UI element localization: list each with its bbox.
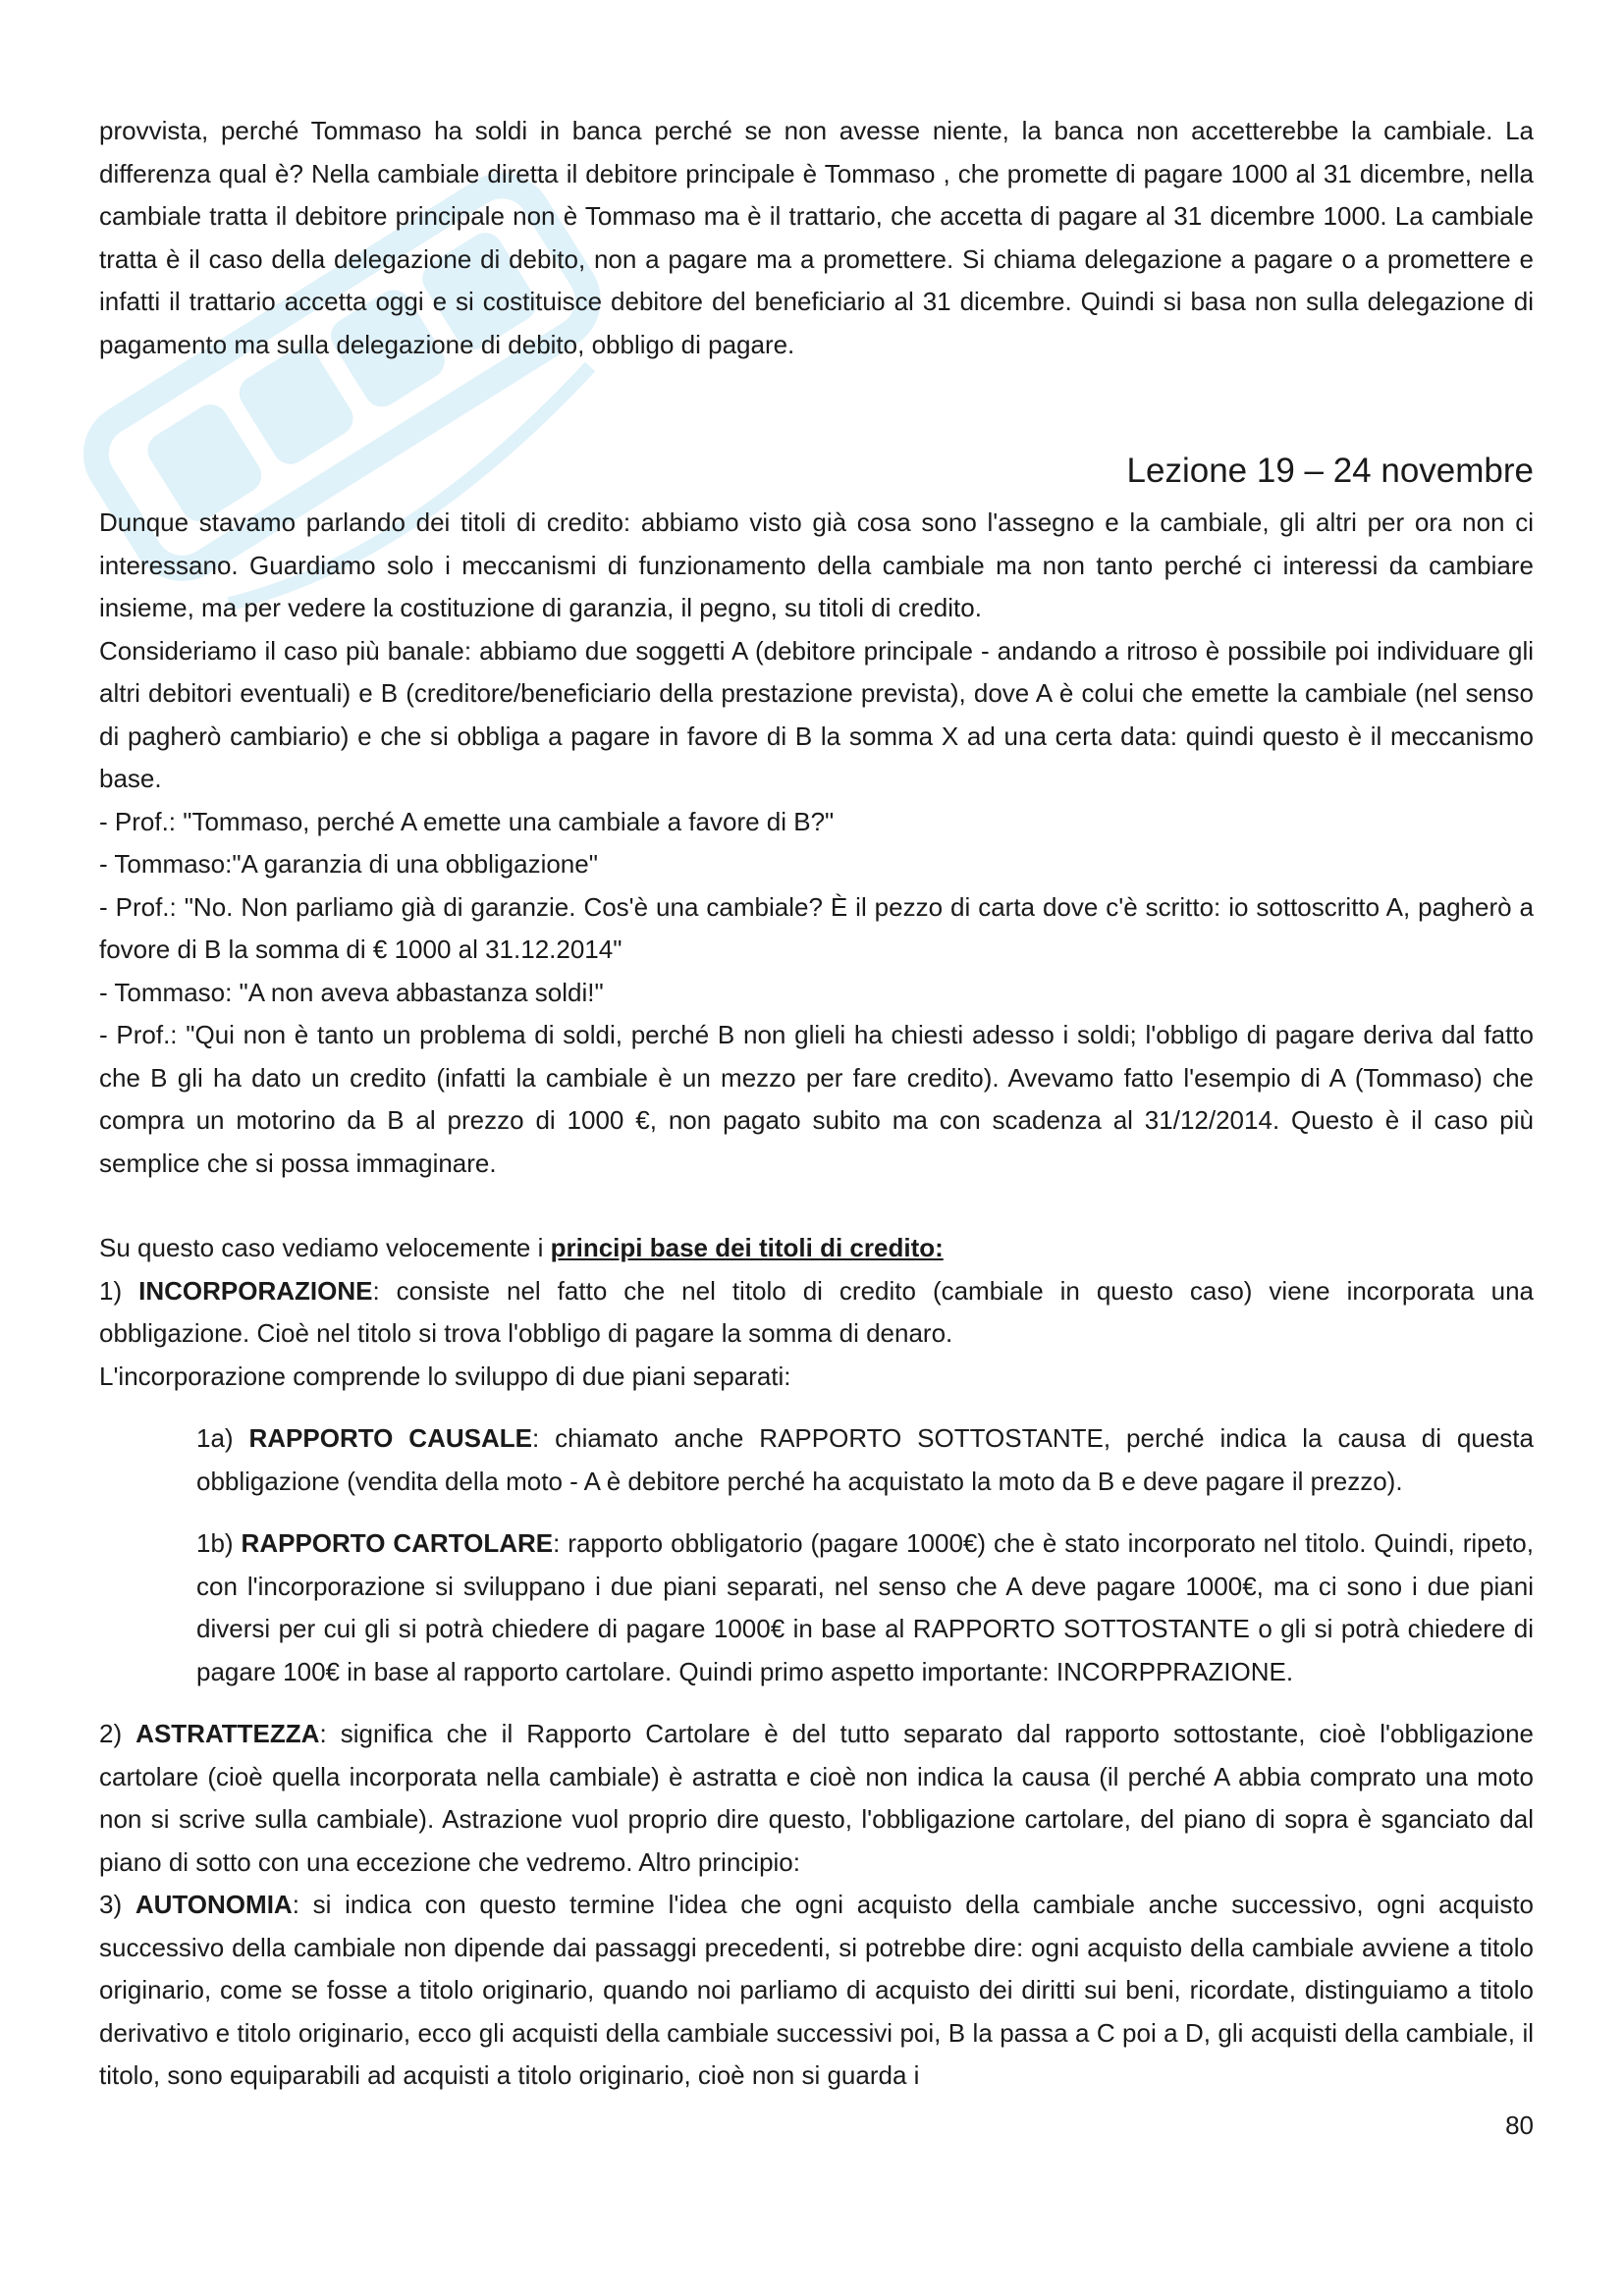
principle-number: 1) — [99, 1275, 139, 1306]
principles-intro-prefix: Su questo caso vediamo velocemente i — [99, 1233, 551, 1262]
spacer — [99, 1693, 1534, 1713]
sub-principle-term: RAPPORTO CARTOLARE — [241, 1528, 554, 1558]
top-paragraph: provvista, perché Tommaso ha soldi in banca perché se non avesse niente, la banca non accetterebbe la cambiale. La differenza qual è? Nella cambiale diretta il debitore principale è Tommaso , che promette di pagare 1000 al 31 dicembre, nella cambiale tratta il debitore principale non è Tommaso ma è il trattario, che accetta di pagare al 31 dicembre 1000. La cambiale tratta è il caso della delegazione di debito, non a pagare ma a promettere. Si chiama delegazione a pagare o a promettere e infatti il trattario accetta oggi e si costituisce debitore del beneficiario al 31 dicembre. Quindi si basa non sulla delegazione di pagamento ma sulla delegazione di debito, obbligo di pagare. — [99, 116, 1534, 359]
sub-principle-text: : rapporto obbligatorio (pagare 1000€) che è stato incorporato nel titolo. Quindi, ripeto, con l'incorporazione si sviluppano i due piani separati, nel senso che A deve pagare 1000€, ma ci sono i due piani diversi per cui gli si potrà chiedere di pagare 1000€ in base al RAPPORTO SOTTOSTANTE o gli si potrà chiedere di pagare 100€ in base al rapporto cartolare. Quindi primo aspetto importante: INCORPPRAZIONE. — [196, 1528, 1534, 1686]
lesson-heading: Lezione 19 – 24 novembre — [1126, 452, 1534, 490]
intro-paragraph: Dunque stavamo parlando dei titoli di credito: abbiamo visto già cosa sono l'assegno e la cambiale, gli altri per ora non ci interessano. Guardiamo solo i meccanismi di funzionamento della cambiale ma non tanto perché ci interessi da cambiare insieme, ma per vedere la costituzione di garanzia, il pegno, su titoli di credito. — [99, 507, 1534, 622]
principle-text: : consiste nel fatto che nel titolo di credito (cambiale in questo caso) viene incorporata una obbligazione. Cioè nel titolo si trova l'obbligo di pagare la somma di denaro. — [99, 1275, 1535, 1348]
spacer — [99, 1503, 1534, 1522]
spacer — [99, 1185, 1534, 1227]
case-paragraph: Consideriamo il caso più banale: abbiamo due soggetti A (debitore principale - andando a ritroso è possibile poi individuare gli altri debitori eventuali) e B (creditore/beneficiario della prestazione prevista), dove A è colui che emette la cambiale (nel senso di pagherò cambiario) e che si obbliga a pagare in favore di B la somma X ad una certa data: quindi questo è il meccanismo base. — [99, 635, 1534, 793]
sub-principle-cartolare — [196, 1522, 1534, 1693]
sub-principle-number: 1b) — [196, 1528, 242, 1558]
principle-number: 3) — [99, 1890, 135, 1919]
sub-principle-text: : chiamato anche RAPPORTO SOTTOSTANTE, perché indica la causa di questa obbligazione (vendita della moto - A è debitore perché ha acquistato la moto da B e deve pagare il prezzo). — [196, 1423, 1534, 1496]
principle-number: 2) — [99, 1719, 136, 1748]
principle-astrattezza — [99, 1713, 1534, 1884]
dialogue-line: - Tommaso:"A garanzia di una obbligazione" — [99, 849, 598, 879]
principle-term: AUTONOMIA — [135, 1890, 293, 1919]
principle-text: : si indica con questo termine l'idea che ogni acquisto della cambiale anche successivo, ogni acquisto successivo della cambiale non dipende dai passaggi precedenti, si potrebbe dire: ogni acquisto della cambiale avviene a titolo originario, come se fosse a titolo originario, quando noi parliamo di acquisto dei diritti sui beni, ricordate, distinguiamo a titolo derivativo e titolo originario, ecco gli acquisti della cambiale successivi poi, B la passa a C poi a D, gli acquisti della cambiale, il titolo, sono equiparabili ad acquisti a titolo originario, cioè non si guarda i — [99, 1890, 1535, 2090]
dialogue-line: - Tommaso: "A non aveva abbastanza soldi!" — [99, 977, 604, 1007]
spacer — [99, 1398, 1534, 1417]
principle-term: ASTRATTEZZA — [135, 1719, 320, 1748]
sub-principle-causale — [196, 1417, 1534, 1503]
principle-incorporazione — [99, 1270, 1534, 1356]
document-page — [99, 110, 1534, 2098]
dialogue-line: - Prof.: "Tommaso, perché A emette una cambiale a favore di B?" — [99, 806, 835, 836]
principle-text: : significa che il Rapporto Cartolare è del tutto separato dal rapporto sottostante, cioè l'obbligazione cartolare (cioè quella incorporata nella cambiale) è astratta e cioè non indica la causa (il perché A abbia comprato una moto non si scrive sulla cambiale). Astrazione vuol proprio dire questo, l'obbligazione cartolare, del piano di sopra è sganciato dal piano di sotto con una eccezione che vedremo. Altro principio: — [99, 1719, 1534, 1877]
principles-intro-emphasis: principi base dei titoli di credito: — [550, 1233, 944, 1262]
dialogue-line: - Prof.: "Qui non è tanto un problema di soldi, perché B non glieli ha chiesti adesso i soldi; l'obbligo di pagare deriva dal fatto che B gli ha dato un credito (infatti la cambiale è un mezzo per fare credito). Avevamo fatto l'esempio di A (Tommaso) che compra un motorino da B al prezzo di 1000 €, non pagato subito ma con scadenza al 31/12/2014. Questo è il caso più semplice che si possa immaginare. — [99, 1020, 1534, 1178]
sub-principle-term: RAPPORTO CAUSALE — [248, 1423, 532, 1453]
sub-principle-number: 1a) — [196, 1423, 249, 1453]
page-number: 80 — [1505, 2110, 1534, 2140]
principle-term: INCORPORAZIONE — [138, 1275, 373, 1306]
dialogue-line: - Prof.: "No. Non parliamo già di garanzie. Cos'è una cambiale? È il pezzo di carta dove c'è scritto: io sottoscritto A, pagherò a fovore di B la somma di € 1000 al 31.12.2014" — [99, 891, 1534, 964]
principle-autonomia — [99, 1884, 1534, 2098]
principles-intro — [99, 1227, 1534, 1270]
incorporation-line: L'incorporazione comprende lo sviluppo di due piani separati: — [99, 1361, 791, 1391]
